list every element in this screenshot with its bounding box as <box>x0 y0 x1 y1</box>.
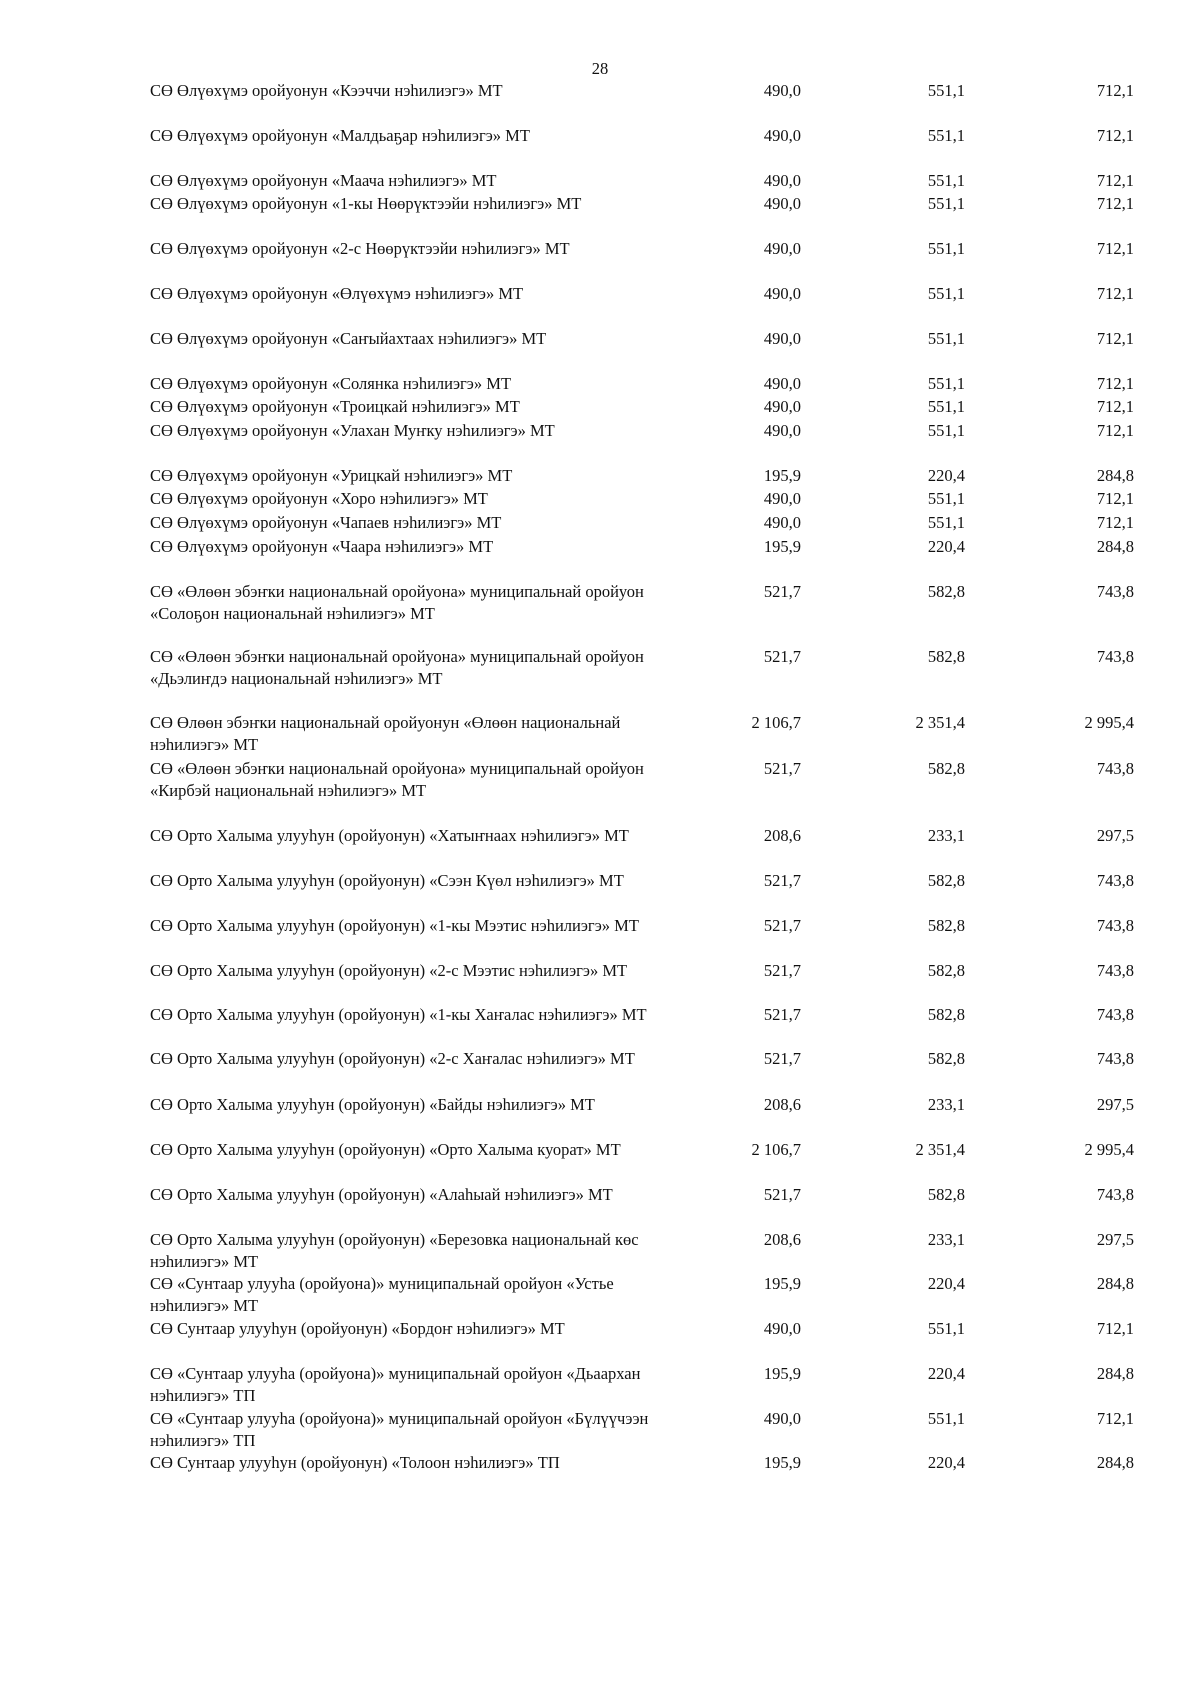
value-col-3: 2 995,4 <box>1084 1140 1134 1159</box>
value-col-2: 551,1 <box>927 1319 965 1338</box>
value-col-1: 490,0 <box>763 374 801 393</box>
value-col-3: 712,1 <box>1096 374 1134 393</box>
row-name: СӨ Орто Халыма улууһун (оройуонун) «Байды нэһилиэгэ» МТ <box>150 1095 595 1114</box>
value-col-1: 490,0 <box>763 513 801 532</box>
value-col-2: 551,1 <box>927 171 965 190</box>
value-col-2: 551,1 <box>927 1409 965 1428</box>
value-col-2: 582,8 <box>927 1185 965 1204</box>
value-col-2: 220,4 <box>927 1364 965 1383</box>
row-name: СӨ Өлүөхүмэ оройуонун «Чаара нэһилиэгэ» МТ <box>150 537 494 556</box>
value-col-1: 208,6 <box>763 826 801 845</box>
row-name: СӨ Орто Халыма улууһун (оройуонун) «Сээн Күөл нэһилиэгэ» МТ <box>150 871 624 890</box>
row-name: СӨ Өлүөхүмэ оройуонун «Урицкай нэһилиэгэ» МТ <box>150 466 513 485</box>
value-col-3: 712,1 <box>1096 1319 1134 1338</box>
value-col-2: 2 351,4 <box>915 713 965 732</box>
value-col-1: 2 106,7 <box>751 1140 801 1159</box>
value-col-3: 712,1 <box>1096 194 1134 213</box>
value-col-1: 521,7 <box>763 871 801 890</box>
row-name: СӨ Өлүөхүмэ оройуонун «2-с Нөөрүктээйи нэһилиэгэ» МТ <box>150 239 570 258</box>
value-col-1: 490,0 <box>763 1319 801 1338</box>
value-col-1: 490,0 <box>763 194 801 213</box>
value-col-1: 490,0 <box>763 1409 801 1428</box>
value-col-1: 195,9 <box>763 1453 801 1472</box>
value-col-1: 521,7 <box>763 1005 801 1024</box>
value-col-3: 743,8 <box>1096 1185 1134 1204</box>
value-col-2: 551,1 <box>927 397 965 416</box>
value-col-3: 297,5 <box>1096 1230 1134 1249</box>
value-col-3: 743,8 <box>1096 647 1134 666</box>
value-col-2: 2 351,4 <box>915 1140 965 1159</box>
value-col-3: 743,8 <box>1096 961 1134 980</box>
row-name: СӨ Орто Халыма улууһун (оройуонун) «2-с Мээтис нэһилиэгэ» МТ <box>150 961 628 980</box>
row-name: СӨ Орто Халыма улууһун (оройуонун) «2-с Хаҥалас нэһилиэгэ» МТ <box>150 1049 635 1068</box>
value-col-2: 220,4 <box>927 537 965 556</box>
value-col-3: 743,8 <box>1096 759 1134 778</box>
value-col-1: 195,9 <box>763 537 801 556</box>
value-col-1: 2 106,7 <box>751 713 801 732</box>
row-name: СӨ Өлүөхүмэ оройуонун «Саҥыйахтаах нэһилиэгэ» МТ <box>150 329 547 348</box>
value-col-2: 582,8 <box>927 1049 965 1068</box>
value-col-2: 582,8 <box>927 1005 965 1024</box>
value-col-2: 233,1 <box>927 1230 965 1249</box>
value-col-3: 284,8 <box>1096 537 1134 556</box>
value-col-3: 712,1 <box>1096 171 1134 190</box>
value-col-2: 582,8 <box>927 647 965 666</box>
row-name: СӨ Өлүөхүмэ оройуонун «Малдьаҕар нэһилиэгэ» МТ <box>150 126 530 145</box>
value-col-3: 743,8 <box>1096 916 1134 935</box>
row-name: СӨ Орто Халыма улууһун (оройуонун) «Березовка национальнай көс нэһилиэгэ» МТ <box>150 1230 639 1271</box>
value-col-2: 582,8 <box>927 916 965 935</box>
value-col-2: 582,8 <box>927 961 965 980</box>
value-col-2: 551,1 <box>927 329 965 348</box>
value-col-3: 712,1 <box>1096 397 1134 416</box>
row-name: СӨ «Өлөөн эбэҥки национальнай оройуона» муниципальнай оройуон «Дьэлиҥдэ национальнай нэһилиэгэ» МТ <box>150 647 644 688</box>
value-col-2: 582,8 <box>927 582 965 601</box>
row-name: СӨ Өлүөхүмэ оройуонун «Солянка нэһилиэгэ» МТ <box>150 374 512 393</box>
row-name: СӨ «Өлөөн эбэҥки национальнай оройуона» муниципальнай оройуон «Солоҕон национальнай нэһилиэгэ» МТ <box>150 582 644 623</box>
value-col-3: 284,8 <box>1096 1364 1134 1383</box>
value-col-3: 284,8 <box>1096 1274 1134 1293</box>
value-col-3: 712,1 <box>1096 81 1134 100</box>
value-col-3: 297,5 <box>1096 1095 1134 1114</box>
value-col-2: 220,4 <box>927 1453 965 1472</box>
page-number: 28 <box>591 59 609 78</box>
row-name: СӨ Өлүөхүмэ оройуонун «1-кы Нөөрүктээйи нэһилиэгэ» МТ <box>150 194 582 213</box>
value-col-3: 712,1 <box>1096 421 1134 440</box>
value-col-3: 284,8 <box>1096 1453 1134 1472</box>
value-col-1: 521,7 <box>763 961 801 980</box>
row-name: СӨ Өлүөхүмэ оройуонун «Маача нэһилиэгэ» МТ <box>150 171 497 190</box>
row-name: СӨ Орто Халыма улууһун (оройуонун) «Орто Халыма куорат» МТ <box>150 1140 621 1159</box>
value-col-3: 712,1 <box>1096 1409 1134 1428</box>
value-col-3: 2 995,4 <box>1084 713 1134 732</box>
value-col-1: 490,0 <box>763 126 801 145</box>
value-col-2: 582,8 <box>927 871 965 890</box>
value-col-1: 490,0 <box>763 421 801 440</box>
value-col-3: 712,1 <box>1096 489 1134 508</box>
value-col-1: 521,7 <box>763 1185 801 1204</box>
row-name: СӨ «Сунтаар улууһа (оройуона)» муниципальнай оройуон «Дьаархан нэһилиэгэ» ТП <box>150 1364 641 1405</box>
value-col-2: 220,4 <box>927 1274 965 1293</box>
value-col-1: 521,7 <box>763 647 801 666</box>
value-col-1: 208,6 <box>763 1230 801 1249</box>
row-name: СӨ Өлүөхүмэ оройуонун «Өлүөхүмэ нэһилиэгэ» МТ <box>150 284 524 303</box>
value-col-3: 712,1 <box>1096 284 1134 303</box>
value-col-3: 712,1 <box>1096 126 1134 145</box>
value-col-2: 582,8 <box>927 759 965 778</box>
value-col-1: 195,9 <box>763 1364 801 1383</box>
value-col-3: 712,1 <box>1096 239 1134 258</box>
value-col-1: 490,0 <box>763 397 801 416</box>
value-col-1: 208,6 <box>763 1095 801 1114</box>
value-col-1: 521,7 <box>763 759 801 778</box>
value-col-1: 490,0 <box>763 81 801 100</box>
value-col-2: 233,1 <box>927 826 965 845</box>
row-name: СӨ Орто Халыма улууһун (оройуонун) «Алаһыай нэһилиэгэ» МТ <box>150 1185 613 1204</box>
row-name: СӨ Өлөөн эбэҥки национальнай оройуонун «Өлөөн национальнай нэһилиэгэ» МТ <box>150 713 621 754</box>
value-col-3: 743,8 <box>1096 582 1134 601</box>
value-col-2: 551,1 <box>927 239 965 258</box>
value-col-2: 551,1 <box>927 421 965 440</box>
row-name: СӨ «Сунтаар улууһа (оройуона)» муниципальнай оройуон «Бүлүүчээн нэһилиэгэ» ТП <box>150 1409 649 1450</box>
value-col-3: 743,8 <box>1096 871 1134 890</box>
row-name: СӨ Орто Халыма улууһун (оройуонун) «1-кы Мээтис нэһилиэгэ» МТ <box>150 916 639 935</box>
value-col-3: 712,1 <box>1096 513 1134 532</box>
value-col-2: 551,1 <box>927 126 965 145</box>
value-col-2: 551,1 <box>927 374 965 393</box>
value-col-1: 521,7 <box>763 582 801 601</box>
value-col-2: 233,1 <box>927 1095 965 1114</box>
value-col-2: 220,4 <box>927 466 965 485</box>
value-col-2: 551,1 <box>927 513 965 532</box>
value-col-1: 490,0 <box>763 171 801 190</box>
value-col-1: 521,7 <box>763 1049 801 1068</box>
value-col-1: 521,7 <box>763 916 801 935</box>
row-name: СӨ Орто Халыма улууһун (оройуонун) «Хатыҥнаах нэһилиэгэ» МТ <box>150 826 629 845</box>
value-col-1: 490,0 <box>763 239 801 258</box>
row-name: СӨ Өлүөхүмэ оройуонун «Улахан Муҥку нэһилиэгэ» МТ <box>150 421 555 440</box>
value-col-3: 297,5 <box>1096 826 1134 845</box>
value-col-3: 743,8 <box>1096 1005 1134 1024</box>
value-col-1: 195,9 <box>763 1274 801 1293</box>
row-name: СӨ Өлүөхүмэ оройуонун «Хоро нэһилиэгэ» МТ <box>150 489 488 508</box>
row-name: СӨ «Сунтаар улууһа (оройуона)» муниципальнай оройуон «Устье нэһилиэгэ» МТ <box>150 1274 614 1315</box>
value-col-2: 551,1 <box>927 194 965 213</box>
value-col-1: 490,0 <box>763 329 801 348</box>
row-name: СӨ Өлүөхүмэ оройуонун «Чапаев нэһилиэгэ» МТ <box>150 513 502 532</box>
row-name: СӨ Өлүөхүмэ оройуонун «Троицкай нэһилиэгэ» МТ <box>150 397 520 416</box>
value-col-3: 712,1 <box>1096 329 1134 348</box>
value-col-2: 551,1 <box>927 81 965 100</box>
value-col-1: 195,9 <box>763 466 801 485</box>
row-name: СӨ Өлүөхүмэ оройуонун «Кээччи нэһилиэгэ» МТ <box>150 81 503 100</box>
row-name: СӨ «Өлөөн эбэҥки национальнай оройуона» муниципальнай оройуон «Кирбэй национальнай нэһилиэгэ» МТ <box>150 759 644 800</box>
value-col-1: 490,0 <box>763 489 801 508</box>
value-col-2: 551,1 <box>927 284 965 303</box>
value-col-3: 284,8 <box>1096 466 1134 485</box>
value-col-2: 551,1 <box>927 489 965 508</box>
row-name: СӨ Сунтаар улууһун (оройуонун) «Толоон нэһилиэгэ» ТП <box>150 1453 560 1472</box>
value-col-1: 490,0 <box>763 284 801 303</box>
value-col-3: 743,8 <box>1096 1049 1134 1068</box>
row-name: СӨ Орто Халыма улууһун (оройуонун) «1-кы Хаҥалас нэһилиэгэ» МТ <box>150 1005 647 1024</box>
row-name: СӨ Сунтаар улууһун (оройуонун) «Бордоҥ нэһилиэгэ» МТ <box>150 1319 565 1338</box>
